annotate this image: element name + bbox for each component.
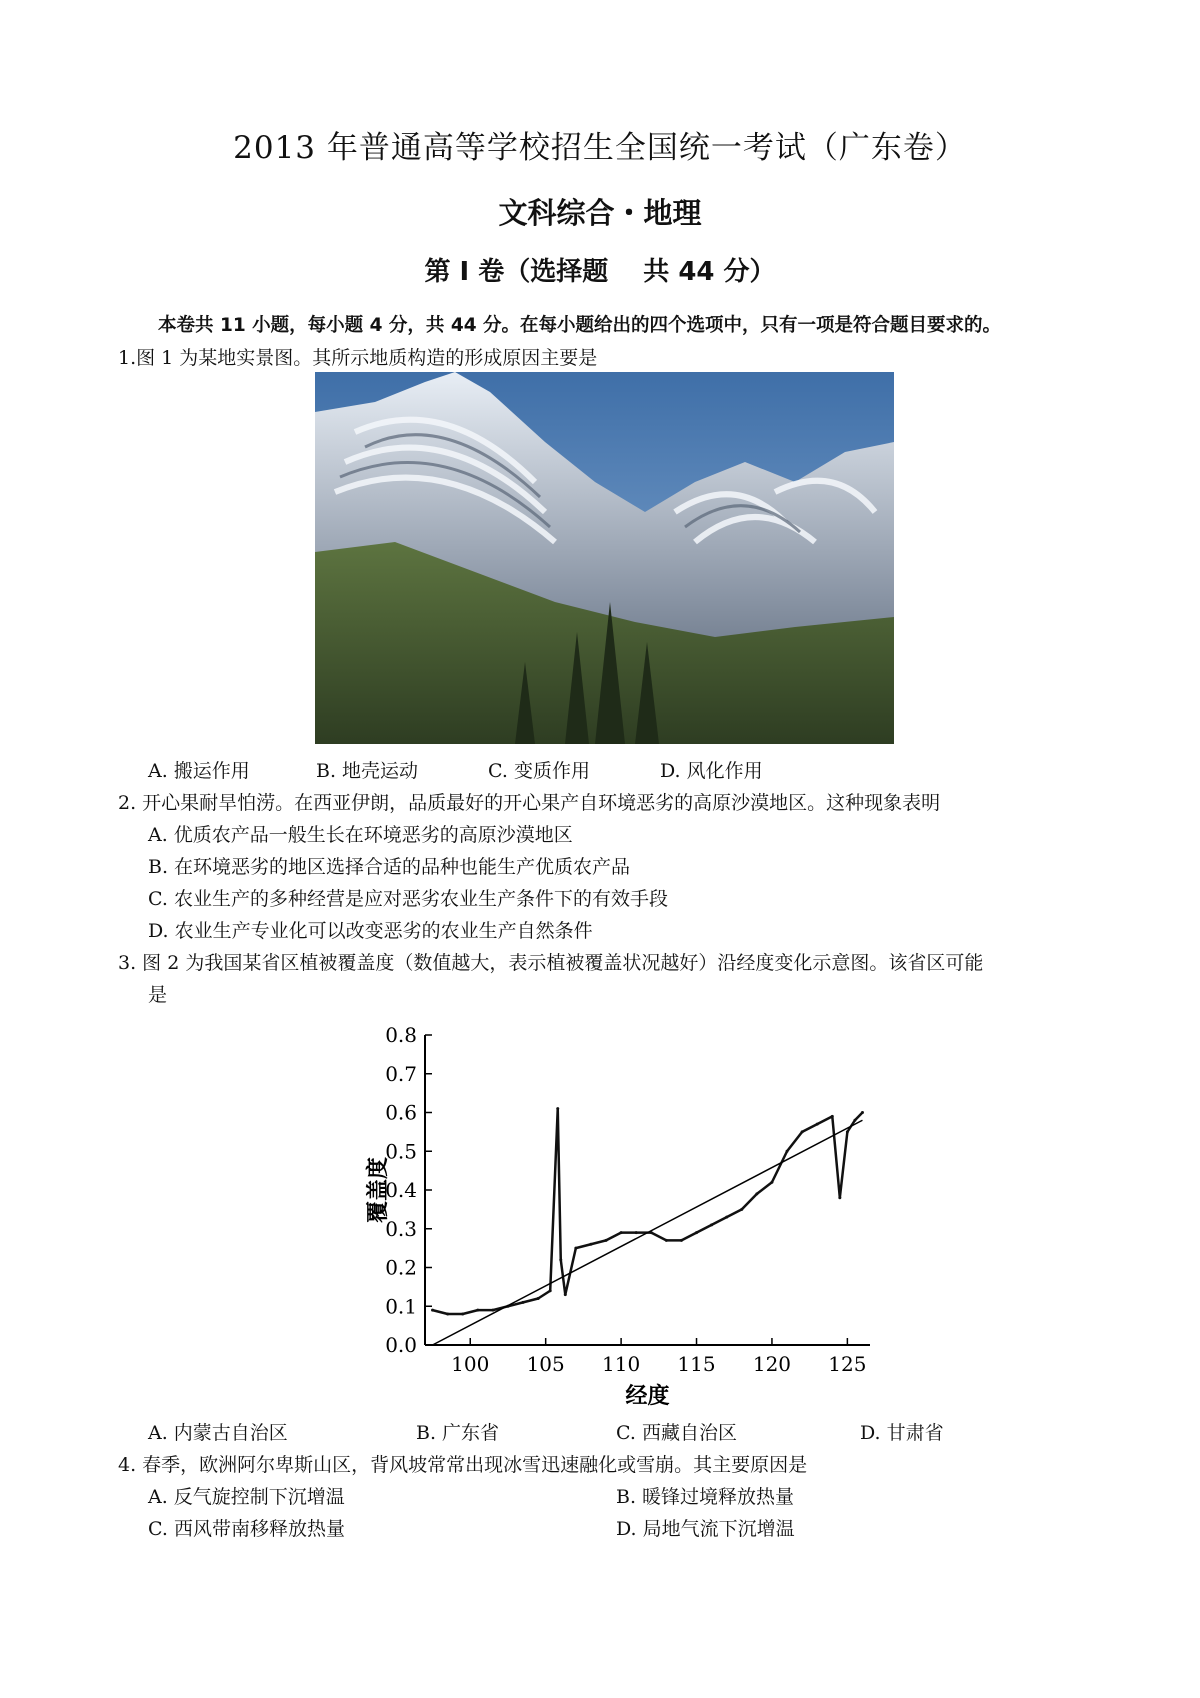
y-tick-label: 0.8 — [385, 1023, 417, 1047]
q1-option-b: B. 地壳运动 — [316, 760, 419, 782]
coverage-point — [816, 1123, 819, 1126]
y-tick-label: 0.2 — [385, 1255, 417, 1280]
coverage-point — [801, 1130, 804, 1133]
q3-option-d: D. 甘肃省 — [860, 1422, 944, 1444]
question-2-text: 2. 开心果耐旱怕涝。在西亚伊朗，品质最好的开心果产自环境恶劣的高原沙漠地区。这种现象表明 — [118, 792, 941, 814]
coverage-point — [786, 1150, 789, 1153]
x-tick-label: 105 — [526, 1352, 565, 1376]
coverage-point — [522, 1301, 525, 1304]
exam-title: 2013 年普通高等学校招生全国统一考试（广东卷） — [233, 130, 967, 166]
q4-option-a: A. 反气旋控制下沉增温 — [148, 1486, 345, 1508]
coverage-point — [574, 1247, 577, 1250]
q2-option-c: C. 农业生产的多种经营是应对恶劣农业生产条件下的有效手段 — [148, 888, 668, 910]
q1-option-c: C. 变质作用 — [488, 760, 590, 782]
y-axis-label: 覆盖度 — [366, 1156, 391, 1224]
section-heading: 第 I 卷（选择题 共 44 分） — [424, 257, 776, 287]
coverage-point — [564, 1293, 567, 1296]
x-tick-label: 110 — [602, 1352, 641, 1376]
y-tick-label: 0.6 — [385, 1100, 417, 1125]
coverage-point — [559, 1258, 562, 1261]
coverage-point — [461, 1313, 464, 1316]
vegetation-chart — [325, 1015, 885, 1415]
y-tick-label: 0.7 — [385, 1061, 417, 1086]
question-1-text: 1.图 1 为某地实景图。其所示地质构造的形成原因主要是 — [118, 347, 598, 369]
coverage-point — [589, 1243, 592, 1246]
coverage-point — [605, 1239, 608, 1242]
trend-line — [433, 1120, 863, 1345]
coverage-point — [491, 1309, 494, 1312]
y-tick-label: 0.4 — [385, 1178, 417, 1202]
coverage-point — [710, 1223, 713, 1226]
vegetation-chart-svg — [325, 1015, 885, 1415]
instructions: 本卷共 11 小题，每小题 4 分，共 44 分。在每小题给出的四个选项中，只有一项是符合题目要求的。 — [158, 315, 1002, 336]
coverage-point — [476, 1309, 479, 1312]
coverage-point — [695, 1231, 698, 1234]
coverage-point — [838, 1196, 841, 1199]
mountain-photo-svg — [315, 372, 894, 744]
question-3-text: 3. 图 2 为我国某省区植被覆盖度（数值越大，表示植被覆盖状况越好）沿经度变化示意图。该省区可能 — [118, 952, 984, 974]
x-tick-label: 125 — [828, 1352, 867, 1376]
y-tick-label: 0.0 — [385, 1333, 417, 1357]
q2-option-b: B. 在环境恶劣的地区选择合适的品种也能生产优质农产品 — [148, 856, 631, 878]
coverage-point — [431, 1309, 434, 1312]
coverage-point — [680, 1239, 683, 1242]
coverage-point — [846, 1130, 849, 1133]
q3-option-a: A. 内蒙古自治区 — [148, 1422, 288, 1444]
q4-option-c: C. 西风带南移释放热量 — [148, 1518, 345, 1540]
x-tick-label: 115 — [677, 1352, 716, 1376]
q2-option-a: A. 优质农产品一般生长在环境恶劣的高原沙漠地区 — [148, 824, 573, 846]
q1-option-a: A. 搬运作用 — [148, 760, 250, 782]
coverage-point — [446, 1313, 449, 1316]
coverage-point — [620, 1231, 623, 1234]
coverage-point — [853, 1119, 856, 1122]
y-tick-label: 0.1 — [385, 1294, 417, 1319]
q2-option-d: D. 农业生产专业化可以改变恶劣的农业生产自然条件 — [148, 920, 593, 942]
coverage-point — [725, 1216, 728, 1219]
coverage-point — [635, 1231, 638, 1234]
mountain-photo — [315, 372, 894, 744]
coverage-point — [755, 1192, 758, 1195]
coverage-point — [537, 1297, 540, 1300]
question-3-text-cont: 是 — [148, 984, 168, 1006]
x-axis-label: 经度 — [625, 1384, 670, 1409]
question-4-text: 4. 春季，欧洲阿尔卑斯山区，背风坡常常出现冰雪迅速融化或雪崩。其主要原因是 — [118, 1454, 808, 1476]
coverage-line — [433, 1109, 863, 1314]
x-tick-label: 100 — [451, 1352, 490, 1376]
q3-option-c: C. 西藏自治区 — [616, 1422, 737, 1444]
exam-subtitle: 文科综合・地理 — [498, 196, 702, 230]
coverage-point — [831, 1115, 834, 1118]
coverage-point — [740, 1208, 743, 1211]
coverage-point — [770, 1181, 773, 1184]
q3-option-b: B. 广东省 — [416, 1422, 500, 1444]
q1-option-d: D. 风化作用 — [660, 760, 763, 782]
coverage-point — [665, 1239, 668, 1242]
coverage-point — [861, 1111, 864, 1114]
coverage-point — [549, 1289, 552, 1292]
x-tick-label: 120 — [752, 1352, 792, 1376]
q4-option-d: D. 局地气流下沉增温 — [616, 1518, 795, 1540]
q4-option-b: B. 暖锋过境释放热量 — [616, 1486, 795, 1508]
coverage-point — [556, 1107, 559, 1110]
y-tick-label: 0.3 — [385, 1216, 417, 1241]
y-tick-label: 0.5 — [385, 1139, 417, 1164]
